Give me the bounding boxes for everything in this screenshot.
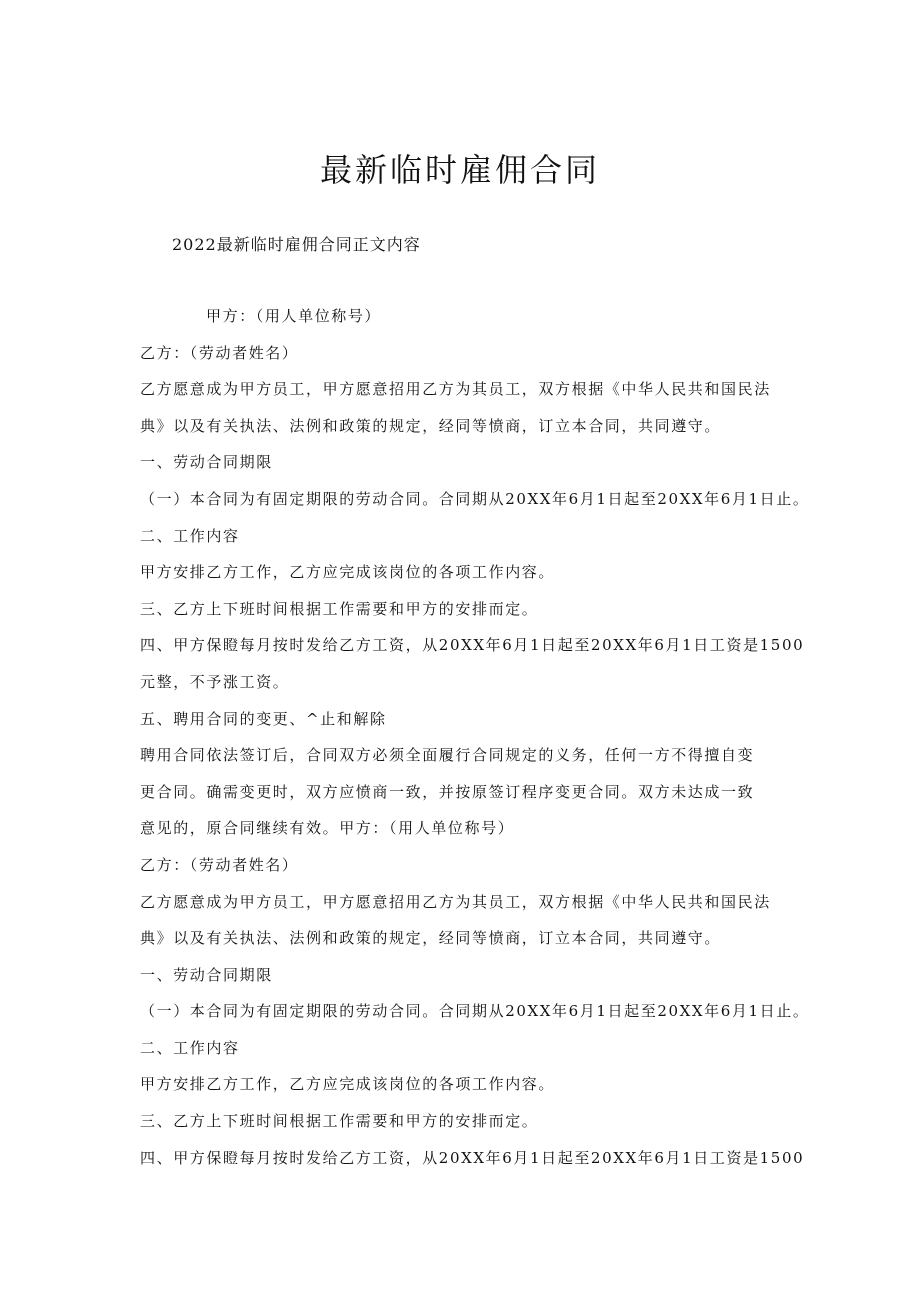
paragraph-line: 聘用合同依法签订后，合同双方必须全面履行合同规定的义务，任何一方不得擅自变 [140, 746, 755, 765]
section-heading: 二、工作内容 [140, 526, 240, 545]
paragraph-line: 甲方安排乙方工作，乙方应完成该岗位的各项工作内容。 [140, 1075, 556, 1094]
section-heading: 一、劳动合同期限 [140, 965, 273, 984]
paragraph-line: 四、甲方保瞪每月按时发给乙方工资，从20XX年6月1日起至20XX年6月1日工资是1500 [140, 1148, 805, 1167]
party-b-line: 乙方：（劳动者姓名） [140, 855, 299, 874]
document-subtitle: 2022最新临时雇佣合同正文内容 [172, 235, 421, 254]
paragraph-line: 四、甲方保瞪每月按时发给乙方工资，从20XX年6月1日起至20XX年6月1日工资是1500 [140, 636, 805, 655]
party-a-line: 甲方：（用人单位称号） [206, 307, 382, 325]
section-heading: 二、工作内容 [140, 1038, 240, 1057]
paragraph-line: （一）本合同为有固定期限的劳动合同。合同期从20XX年6月1日起至20XX年6月1日止。 [140, 1002, 810, 1021]
paragraph-line: 乙方愿意成为甲方员工，甲方愿意招用乙方为其员工，双方根据《中华人民共和国民法 [140, 380, 771, 399]
section-heading: 五、聘用合同的变更、^止和解除 [140, 709, 387, 728]
document-title: 最新临时雇佣合同 [319, 151, 600, 189]
paragraph-line: 元整，不予涨工资。 [140, 672, 290, 691]
paragraph-line: 三、乙方上下班时间根据工作需要和甲方的安排而定。 [140, 599, 539, 618]
contract-body [140, 298, 820, 1176]
paragraph-line: 典》以及有关执法、法例和政策的规定，经同等愤商，订立本合同，共同遵守。 [140, 416, 722, 435]
section-heading: 一、劳动合同期限 [140, 453, 273, 472]
paragraph-line: 三、乙方上下班时间根据工作需要和甲方的安排而定。 [140, 1112, 539, 1131]
paragraph-line: 意见的，原合同继续有效。甲方：（用人单位称号） [140, 819, 515, 838]
paragraph-line: 乙方愿意成为甲方员工，甲方愿意招用乙方为其员工，双方根据《中华人民共和国民法 [140, 892, 771, 911]
paragraph-line: 甲方安排乙方工作，乙方应完成该岗位的各项工作内容。 [140, 563, 556, 582]
paragraph-line: 更合同。确需变更时，双方应愤商一致，并按原签订程序变更合同。双方未达成一致 [140, 782, 755, 801]
paragraph-line: 典》以及有关执法、法例和政策的规定，经同等愤商，订立本合同，共同遵守。 [140, 929, 722, 948]
party-b-line: 乙方：（劳动者姓名） [140, 343, 299, 362]
paragraph-line: （一）本合同为有固定期限的劳动合同。合同期从20XX年6月1日起至20XX年6月1日止。 [140, 489, 810, 508]
